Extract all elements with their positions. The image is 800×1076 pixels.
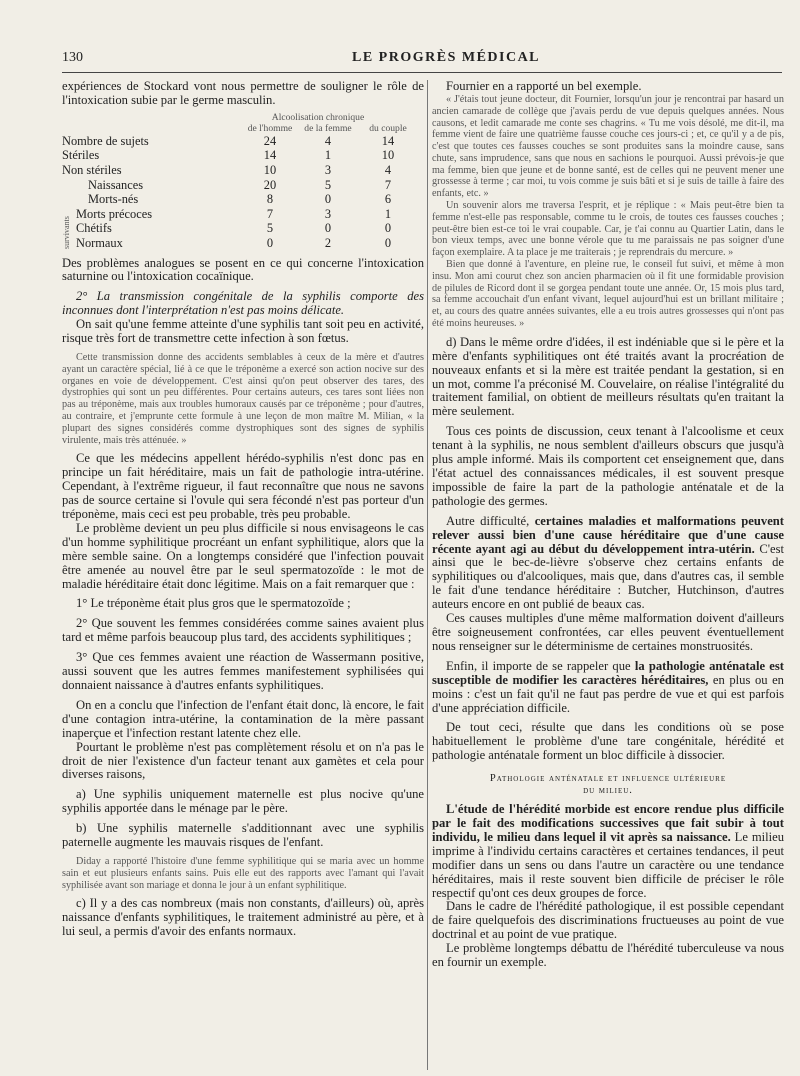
- heredo-paragraph: Ce que les médecins appellent hérédo-syphilis n'est donc pas en principe un fait héréditaire, mais un fait de pathologie intra-utérine. Cependant, à l'extrême rigueur, il faut reconnaître que nous ne savons pas de source certaine si l'ovule qui sera fécondé n'est pas porteur d'un tréponème, mais ceci est peu probable, très peu probable.: [62, 451, 424, 521]
- stats-cell: 0: [266, 235, 274, 250]
- stats-cell: 7: [266, 206, 274, 221]
- etude-bold: L'étude de l'hérédité morbide est encore rendue plus difficile par le fait des modifications successives que fait subir à tout individu, le milieu dans lequel il vit après sa naissance.: [432, 802, 784, 844]
- enfin-lead: Enfin, il importe de se rappeler que: [446, 658, 635, 673]
- small-note-milian: Cette transmission donne des accidents semblables à ceux de la mère et d'autres ayant un caractère spécial, lié à ce que le tréponème a exercé son action nocive sur des organes en voie de développement. C'est ainsi qu'on peut observer des tares, des dystrophies qui sont un peu différentes. Pour certains auteurs, ces tares sont liées non pas au tréponème, mais aux troubles humoraux causés par ce tréponème ; pour d'autres, au contraire, et j'emprunte cette formule à une leçon de mon maître M. Milian, « la plupart des signes considérés comme dystrophiques sont des signes de syphilis virulente, mais très atténuée. »: [62, 352, 424, 446]
- probleme-paragraph: Le problème devient un peu plus difficile si nous envisageons le cas d'un homme syphilitique procréant un enfant syphilitique, alors que la mère semble saine. On a longtemps considéré que l'infection pouvait être amenée au nouvel être par le seul spermatozoïde : le mot de maladie héréditaire était donc légitime. Mais on a fait remarquer que :: [62, 520, 424, 591]
- left-column: [62, 80, 424, 939]
- stats-row: [62, 207, 424, 222]
- stats-cell: 14: [381, 133, 395, 148]
- stats-cell: 2: [324, 235, 332, 250]
- alcoholism-stats-table: [62, 112, 424, 251]
- conclusion-paragraph: On en a conclu que l'infection de l'enfant était donc, là encore, le fait d'une contagion intra-utérine, la contamination de la mère passant inaperçue et l'infection restant latente chez elle.: [62, 697, 424, 740]
- reason-b: b) Une syphilis maternelle s'additionnant avec une syphilis paternelle augmente les mauvais risques de l'enfant.: [62, 821, 424, 850]
- survivors-group: [62, 207, 424, 251]
- stats-row-label: Non stériles: [62, 163, 122, 177]
- small-note-diday: Diday a rapporté l'histoire d'une femme syphilitique qui se maria avec un homme sain et eut plusieurs enfants sains. Puis elle eut des rapports avec l'amant qui l'avait syphilisée avant son mariage et donna le jour à un enfant syphilitique.: [62, 855, 424, 891]
- autre-bold: certaines maladies et malformations peuvent relever aussi bien d'une cause héréditaire que d'une cause récente ayant agi au début du développement intra-utérin.: [432, 513, 784, 556]
- stats-row-label: Normaux: [76, 235, 123, 250]
- syphilis-heading: 2° La transmission congénitale de la syphilis comporte des inconnues dont l'interprétation n'est pas moins délicate.: [62, 289, 424, 318]
- stats-row: [62, 163, 424, 178]
- autre-paragraph: [432, 515, 784, 612]
- fournier-quote-2: Un souvenir alors me traversa l'esprit, et je réplique : « Mais peut-être bien ta femme n'est-elle pas responsable, comme tu le crois, de toutes ces fausses couches ; peut-être bien est-ce toi le vrai coupable. Car, je t'ai connu au Quartier Latin, dans le bon vieux temps, avec une bonne vérole que tu me paraissais ne pas soigner d'une façon exemplaire. A ta place je me traiterais ; je reprendrais du mercure. »: [432, 200, 784, 259]
- stats-cell: 0: [384, 221, 392, 236]
- right-column: [432, 80, 784, 970]
- enfin-rest: en plus ou en moins : c'est un fait qu'il ne faut pas perdre de vue et qui est parfois d'une appréciation difficile.: [432, 672, 784, 715]
- stats-cell: 5: [266, 221, 274, 236]
- tous-paragraph: Tous ces points de discussion, ceux tenant à l'alcoolisme et ceux tenant à la syphilis, ne nous semblent d'ailleurs obscurs que jusqu'à plus ample informé. Mais ils comportent cet enseignement que, dans l'état actuel des connaissances médicales, il est souvent presque impossible de faire la part de la pathologie anténatale et de la pathologie des germes.: [432, 424, 784, 508]
- reason-a: a) Une syphilis uniquement maternelle est plus nocive qu'une syphilis apportée dans le ménage par le père.: [62, 787, 424, 816]
- section-heading: [432, 773, 784, 797]
- stats-row: [62, 178, 424, 193]
- stats-cell: 3: [324, 163, 332, 177]
- stats-row-label: Nombre de sujets: [62, 133, 149, 148]
- stats-caption: Alcoolisation chronique: [271, 111, 365, 123]
- stats-cell: 1: [384, 206, 392, 221]
- dans-paragraph: Dans le cadre de l'hérédité pathologique, il est possible cependant de faire quelquefois des discriminations fructueuses au point de vue doctrinal et au point de vue pratique.: [432, 899, 784, 942]
- stats-row: [62, 236, 424, 251]
- reason-d: d) Dans le même ordre d'idées, il est indéniable que si le père et la mère d'enfants syphilitiques ont été traités avant la procréation de nouveaux enfants et si la mère est traitée pendant la gestation, si en un mot, comme l'a préconisé M. Couvelaire, on réalise l'intégralité du traitement familial, on obtient de meilleurs résultats qu'en traitant la mère seulement.: [432, 334, 784, 419]
- stats-cell: 5: [324, 177, 332, 192]
- stats-row-label: Stériles: [62, 148, 100, 163]
- stats-cell: 7: [384, 177, 392, 192]
- col-header-woman: de la femme: [304, 122, 352, 134]
- analog-paragraph: Des problèmes analogues se posent en ce qui concerne l'intoxication saturnine ou l'intoxication cocaïnique.: [62, 255, 424, 284]
- stats-cell: 14: [263, 148, 277, 163]
- stats-cell: 10: [381, 148, 395, 163]
- autre-lead: Autre difficulté,: [446, 513, 535, 528]
- intro-paragraph: expériences de Stockard vont nous permettre de souligner le rôle de l'intoxication subie par le germe masculin.: [62, 79, 424, 107]
- stats-header-row: [62, 123, 424, 134]
- stats-row-label: Chétifs: [76, 221, 112, 236]
- last-paragraph: Le problème longtemps débattu de l'hérédité tuberculeuse va nous en fournir un exemple.: [432, 941, 784, 970]
- tout-paragraph: De tout ceci, résulte que dans les conditions où se pose habituellement le problème d'une tare congénitale, hérédité et pathologie anténatale forment un bloc difficile à dissocier.: [432, 720, 784, 763]
- page-header: [62, 50, 782, 73]
- stats-row-label: Morts-nés: [88, 192, 139, 207]
- reason-c: c) Il y a des cas nombreux (mais non constants, d'ailleurs) où, après naissance d'enfants syphilitiques, le traitement administré au père, et à lui seul, a permis d'avoir des enfants normaux.: [62, 896, 424, 939]
- section-heading-line-1: Pathologie anténatale et influence ultérieure: [489, 773, 727, 785]
- ces-paragraph: Ces causes multiples d'une même malformation doivent d'ailleurs être soigneusement confrontées, car elles peuvent éventuellement nous renseigner sur le déterminisme de certaines monstruosités.: [432, 611, 784, 653]
- stats-row: [62, 148, 424, 163]
- stats-cell: 6: [384, 192, 392, 207]
- stats-cell: 3: [324, 206, 332, 221]
- stats-cell: 4: [324, 133, 332, 148]
- page-number: 130: [62, 50, 83, 65]
- stats-cell: 4: [384, 163, 392, 177]
- col-header-man: de l'homme: [247, 122, 293, 134]
- stats-cell: 24: [263, 133, 277, 148]
- stats-row: [62, 134, 424, 149]
- stats-row: [62, 221, 424, 236]
- list-item-1: 1° Le tréponème était plus gros que le spermatozoïde ;: [76, 596, 351, 611]
- stats-row: [62, 192, 424, 207]
- stats-row-label: Naissances: [88, 177, 144, 192]
- survivors-brace-label: survivants: [62, 215, 71, 249]
- pourtant-paragraph: Pourtant le problème n'est pas complètement résolu et on n'a pas le droit de nier l'existence d'un facteur tenant aux gamètes et cela pour diverses raisons,: [62, 739, 424, 782]
- stats-cell: 8: [266, 192, 274, 207]
- etude-paragraph: [432, 803, 784, 900]
- section-heading-line-2: du milieu.: [583, 785, 633, 797]
- stats-cell: 0: [324, 192, 332, 207]
- enfin-bold: la pathologie anténatale est susceptible de modifier les caractères héréditaires,: [432, 658, 784, 687]
- col-header-couple: du couple: [369, 122, 407, 134]
- list-item-3: 3° Que ces femmes avaient une réaction de Wassermann positive, aussi souvent que les autres femmes manifestement syphilisées qui donnaient naissance à d'autres enfants syphilitiques.: [62, 650, 424, 692]
- syphilis-paragraph: On sait qu'une femme atteinte d'une syphilis tant soit peu en activité, risque très fort de transmettre cette infection à son fœtus.: [62, 317, 424, 346]
- stats-cell: 0: [384, 235, 392, 250]
- stats-cell: 20: [263, 177, 277, 192]
- autre-rest: C'est ainsi que le bec-de-lièvre s'observe chez certains enfants de syphilitiques ou d'alcooliques, mais que, dans d'autres cas, il semble le fait d'une tendance héréditaire : Butcher, Hutchinson, d'autres auteurs encore en ont publié de beaux cas.: [432, 541, 784, 612]
- journal-title: LE PROGRÈS MÉDICAL: [352, 50, 541, 65]
- stats-cell: 10: [263, 163, 277, 177]
- enfin-paragraph: [432, 660, 784, 716]
- stats-cell: 1: [324, 148, 332, 163]
- stats-cell: 0: [324, 221, 332, 236]
- column-divider: [427, 80, 428, 1070]
- list-item-2: 2° Que souvent les femmes considérées comme saines avaient plus tard et même parfois beaucoup plus tard, des accidents syphilitiques ;: [62, 616, 424, 645]
- fournier-quote-1: « J'étais tout jeune docteur, dit Fournier, lorsqu'un jour je rencontrai par hasard un ancien camarade de collège que j'avais perdu de vue depuis quelques années. Nous causons, et ledit camarade me conte ses chagrins. « Tu me vois désolé, me dit-il, ma femme vient de faire une quatrième fausse couche ces jours-ci ; et, ce qu'il y a de pis, c'est que toutes ces fausses couches se sont produites sans la moindre cause, sans chute, sans imprudence, sans que nous en sachions le pourquoi. Aussi prévois-je que ma femme, bien que jeune et de bonne santé, est de celles qui ne peuvent mener une grossesse à terme ; car moi, tu vois comme je suis bâti et si je suis de taille à faire des enfants, etc. »: [432, 93, 784, 200]
- fournier-intro: Fournier en a rapporté un bel exemple.: [446, 79, 642, 93]
- fournier-quote-3: Bien que donné à l'aventure, en pleine rue, le conseil fut suivi, et même à mon insu. Mon ami courut chez son ancien pharmacien où il fit une formidable provision de pilules de Ricord dont il se gorgea pendant toute une année. Or, 15 mois plus tard, sa femme accouchait d'un enfant vivant, lequel aujourd'hui est un brillant militaire ; et, au cours des quatre années suivantes, elle a eu trois autres grossesses qui n'ont pas été moins heureuses. »: [432, 259, 784, 330]
- etude-rest: Le milieu imprime à l'individu certains caractères et certaines tendances, il peut modifier dans un sens ou dans l'autre un caractère ou une tendance héréditaires, mais il reste souvent bien difficile de préciser le rôle respectif qu'ont ces deux groupes de force.: [432, 829, 784, 900]
- stats-row-label: Morts précoces: [76, 206, 153, 221]
